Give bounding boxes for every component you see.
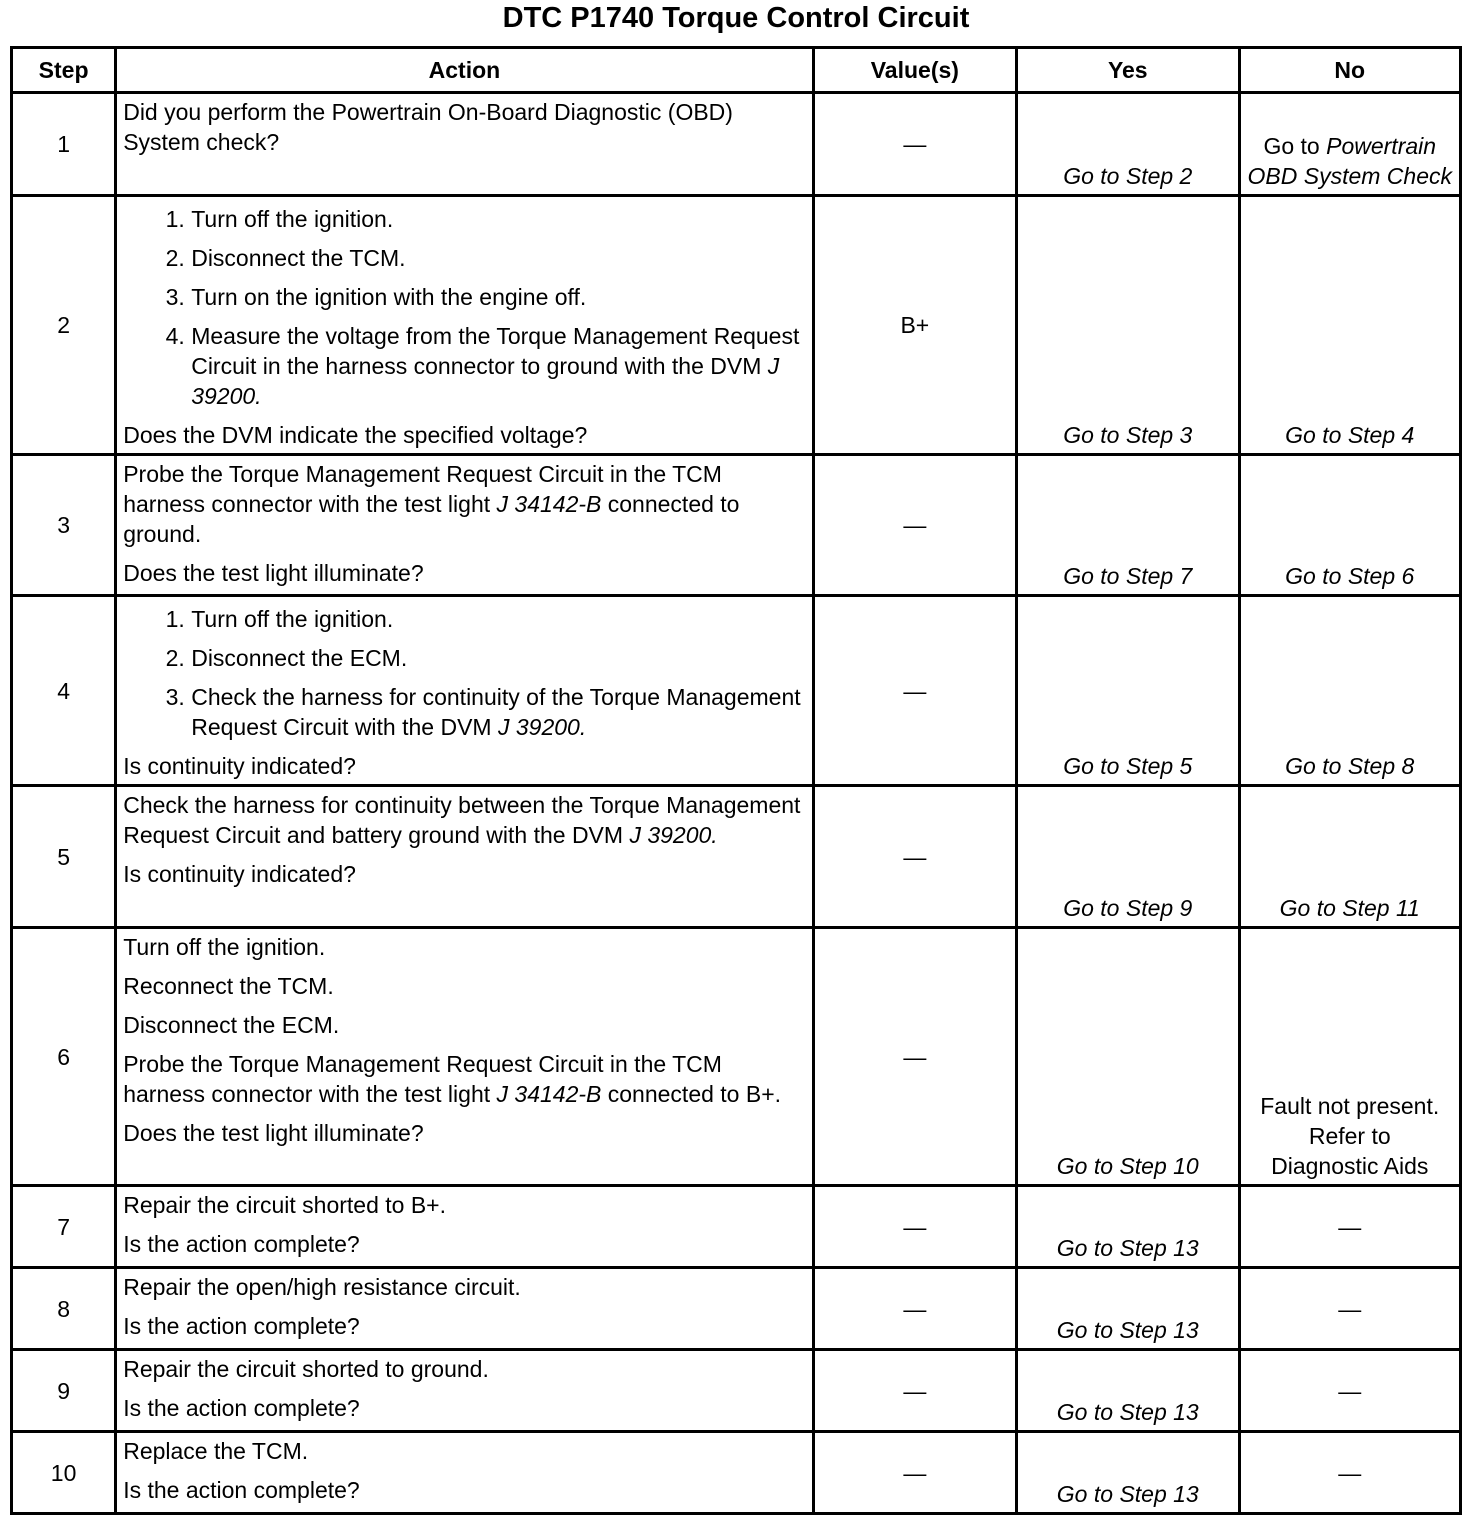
no-cell [1239,928,1461,1186]
no-reference: Powertrain OBD System Check [1247,133,1452,189]
action-question: Is the action complete? [123,1231,360,1257]
yes-cell: Go to Step 3 [1017,196,1239,455]
action-text [123,790,805,850]
no-note-line: Fault not present. [1260,1093,1440,1119]
no-prefix: Go to [1263,133,1327,159]
header-row [12,48,1461,93]
yes-cell: Go to Step 13 [1017,1350,1239,1432]
table-row-step-8 [12,1268,1461,1350]
step-number: 9 [12,1350,116,1432]
action-question: Does the DVM indicate the specified voltage? [123,422,588,448]
procedure-list [123,604,805,742]
action-cell [116,1186,813,1268]
step-number: 8 [12,1268,116,1350]
step-number: 1 [12,93,116,196]
action-question: Is the action complete? [123,1313,360,1339]
yes-header: Yes [1017,48,1239,93]
action-cell [116,1350,813,1432]
action-question: Is continuity indicated? [123,861,356,887]
table-row-step-7 [12,1186,1461,1268]
action-question: Does the test light illuminate? [123,1120,424,1146]
no-cell: Go to Step 11 [1239,786,1461,928]
step-header: Step [12,48,116,93]
no-note-line: Diagnostic Aids [1271,1153,1429,1179]
action-line: Reconnect the TCM. [123,973,334,999]
action-cell [116,596,813,786]
action-text: Did you perform the Powertrain On-Board Diagnostic (OBD) System check? [123,99,733,155]
no-cell: — [1239,1432,1461,1514]
no-cell: Go to Step 6 [1239,455,1461,596]
action-header: Action [116,48,813,93]
yes-cell: Go to Step 2 [1017,93,1239,196]
action-question: Does the test light illuminate? [123,560,424,586]
yes-cell: Go to Step 13 [1017,1432,1239,1514]
action-cell [116,196,813,455]
step-number: 3 [12,455,116,596]
action-question: Is the action complete? [123,1477,360,1503]
value-cell: — [813,1268,1016,1350]
value-cell: — [813,786,1016,928]
action-line: Turn off the ignition. [123,934,326,960]
action-question: Is continuity indicated? [123,753,356,779]
step-number: 2 [12,196,116,455]
action-cell [116,93,813,196]
procedure-text: Measure the voltage from the Torque Management Request Circuit in the harness connector to ground with the DVM [191,323,800,379]
action-line: Repair the circuit shorted to ground. [123,1356,489,1382]
yes-cell: Go to Step 5 [1017,596,1239,786]
step-number: 7 [12,1186,116,1268]
tool-reference: J 34142-B [496,1081,602,1107]
procedure-item [191,321,805,411]
tool-reference: J 39200. [191,353,780,409]
action-cell [116,786,813,928]
table-row-step-3 [12,455,1461,596]
no-cell: — [1239,1186,1461,1268]
action-text [123,1049,805,1109]
tool-reference: J 34142-B [496,491,602,517]
value-cell: — [813,1186,1016,1268]
procedure-list [123,204,805,411]
action-cell [116,928,813,1186]
no-cell [1239,93,1461,196]
action-cell [116,455,813,596]
procedure-item: 1. Turn off the ignition. [191,604,805,634]
no-note-line: Refer to [1308,1123,1391,1149]
action-line: Replace the TCM. [123,1438,309,1464]
yes-cell: Go to Step 9 [1017,786,1239,928]
no-cell: — [1239,1350,1461,1432]
action-text-end: connected to B+. [601,1081,782,1107]
action-cell [116,1432,813,1514]
values-header: Value(s) [813,48,1016,93]
table-row-step-2 [12,196,1461,455]
value-cell: — [813,596,1016,786]
action-line: Repair the open/high resistance circuit. [123,1274,521,1300]
yes-cell: Go to Step 7 [1017,455,1239,596]
action-text-start: Probe the Torque Management Request Circuit in the TCM harness connector with the test light [123,1051,722,1107]
no-cell: Go to Step 8 [1239,596,1461,786]
procedure-item: 3. Turn on the ignition with the engine off. [191,282,805,312]
step-number: 5 [12,786,116,928]
action-line: Repair the circuit shorted to B+. [123,1192,447,1218]
value-cell: — [813,1432,1016,1514]
action-question: Is the action complete? [123,1395,360,1421]
yes-cell: Go to Step 13 [1017,1186,1239,1268]
no-header: No [1239,48,1461,93]
procedure-item: 2. Disconnect the TCM. [191,243,805,273]
table-row-step-9 [12,1350,1461,1432]
yes-cell: Go to Step 10 [1017,928,1239,1186]
action-line: Disconnect the ECM. [123,1012,340,1038]
table-row-step-4 [12,596,1461,786]
table-row-step-6 [12,928,1461,1186]
yes-cell: Go to Step 13 [1017,1268,1239,1350]
value-cell: — [813,928,1016,1186]
table-row-step-1 [12,93,1461,196]
action-text-start: Check the harness for continuity between the Torque Management Request Circuit and battery ground with the DVM [123,792,801,848]
diagnostic-table [10,46,1462,1515]
table-row-step-10 [12,1432,1461,1514]
action-text [123,459,805,549]
step-number: 4 [12,596,116,786]
step-number: 6 [12,928,116,1186]
value-cell: B+ [813,196,1016,455]
table-row-step-5 [12,786,1461,928]
action-text-start: Probe the Torque Management Request Circuit in the TCM harness connector with the test light [123,461,722,517]
no-cell: Go to Step 4 [1239,196,1461,455]
document-title: DTC P1740 Torque Control Circuit [502,2,970,34]
tool-reference: J 39200. [497,714,587,740]
value-cell: — [813,93,1016,196]
procedure-item [191,682,805,742]
action-cell [116,1268,813,1350]
procedure-text: Check the harness for continuity of the Torque Management Request Circuit with the DVM [191,684,801,740]
value-cell: — [813,1350,1016,1432]
tool-reference: J 39200. [629,822,718,848]
procedure-item: 1. Turn off the ignition. [191,204,805,234]
value-cell: — [813,455,1016,596]
no-cell: — [1239,1268,1461,1350]
step-number: 10 [12,1432,116,1514]
procedure-item: 2. Disconnect the ECM. [191,643,805,673]
action-text-end: connected to ground. [123,491,740,547]
